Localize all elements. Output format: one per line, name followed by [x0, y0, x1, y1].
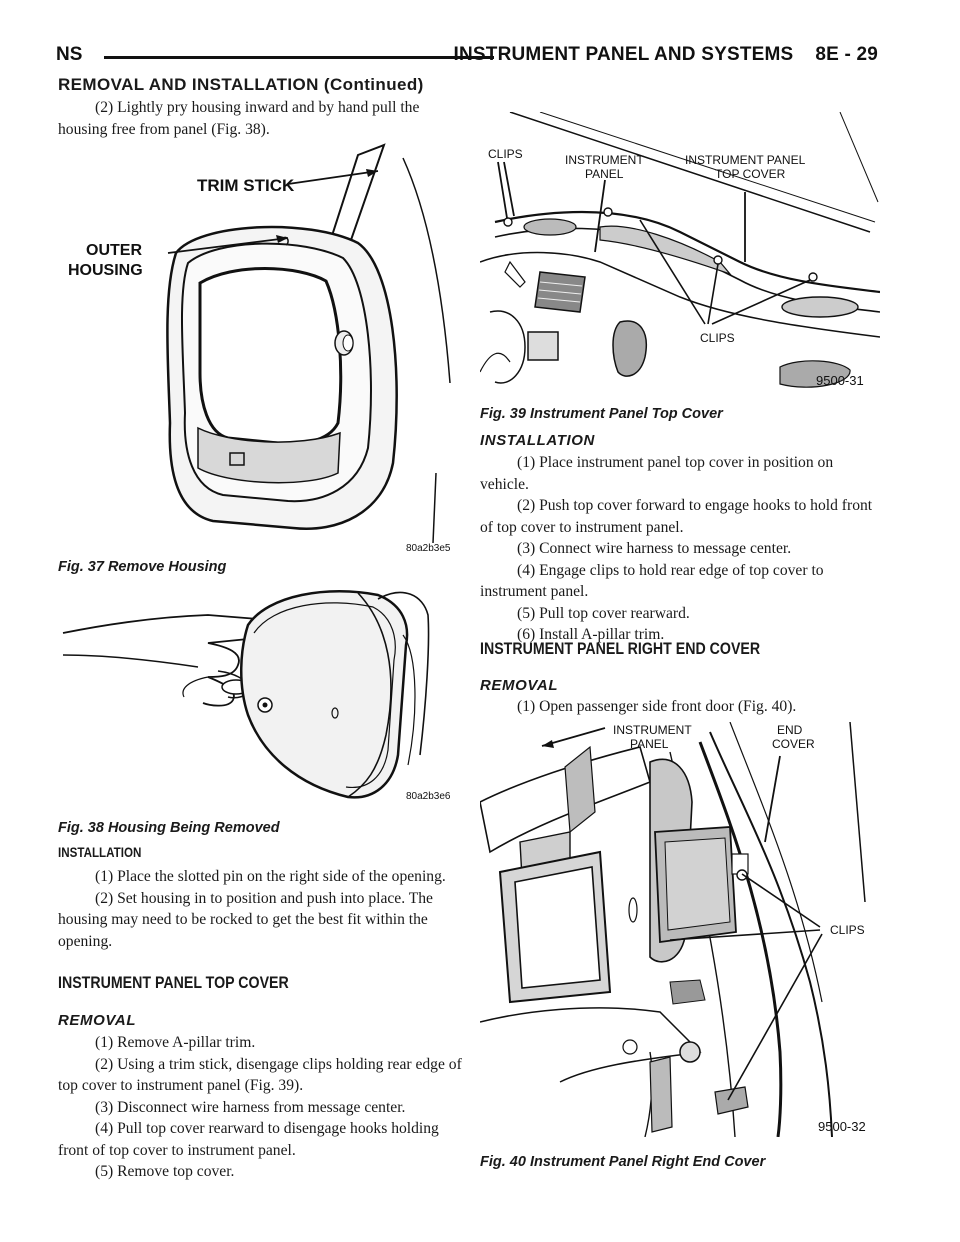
figure-code: 80a2b3e6: [406, 791, 451, 802]
installation-step-2: (2) Set housing in to position and push into place. The housing may need to be rocked to get the best fit within the opening.: [58, 889, 433, 950]
header-page-number: 8E - 29: [815, 44, 878, 65]
label-instrument: INSTRUMENT: [565, 153, 644, 167]
left-removal-steps: [58, 1032, 463, 1183]
figure-38: [58, 585, 463, 817]
installation-heading-right: INSTALLATION: [480, 432, 595, 449]
removal-step-1: (1) Open passenger side front door (Fig. 40).: [517, 698, 797, 715]
figure-38-caption: Fig. 38 Housing Being Removed: [58, 820, 280, 836]
label-instrument-panel: INSTRUMENT PANEL: [685, 153, 806, 167]
removal-heading-left: REMOVAL: [58, 1012, 137, 1029]
figure-code: 9500-31: [816, 373, 864, 388]
installation-step-5: (5) Pull top cover rearward.: [517, 604, 690, 622]
figure-code: 9500-32: [818, 1119, 866, 1134]
figure-37-caption: Fig. 37 Remove Housing: [58, 559, 227, 575]
figure-37: [58, 143, 463, 558]
header-chapter: INSTRUMENT PANEL AND SYSTEMS: [453, 44, 794, 65]
end-cover-heading: INSTRUMENT PANEL RIGHT END COVER: [480, 640, 761, 658]
label-panel: PANEL: [630, 737, 669, 751]
left-intro: [58, 97, 463, 140]
figure-40: [480, 722, 880, 1137]
label-cover: COVER: [772, 737, 815, 751]
removal-step-5: (5) Remove top cover.: [95, 1163, 235, 1180]
label-panel: PANEL: [585, 167, 624, 181]
label-instrument: INSTRUMENT: [613, 723, 692, 737]
label-clips: CLIPS: [488, 147, 523, 161]
label-clips-lower: CLIPS: [700, 331, 735, 345]
removal-step-3: (3) Disconnect wire harness from message center.: [95, 1098, 406, 1116]
right-installation-steps: [480, 452, 880, 646]
removal-heading-right: REMOVAL: [480, 677, 559, 694]
installation-step-6: (6) Install A-pillar trim.: [517, 626, 665, 643]
installation-step-1: (1) Place the slotted pin on the right side of the opening.: [95, 868, 446, 885]
top-cover-heading: INSTRUMENT PANEL TOP COVER: [58, 974, 289, 992]
figure-code: 80a2b3e5: [406, 543, 451, 554]
removal-step-2: (2) Using a trim stick, disengage clips holding rear edge of top cover to instrument panel (Fig. 39).: [58, 1055, 462, 1094]
label-clips: CLIPS: [830, 923, 865, 937]
left-installation-steps: [58, 866, 463, 952]
label-trim-stick: TRIM STICK: [197, 176, 295, 195]
installation-step-2: (2) Push top cover forward to engage hooks to hold front of top cover to instrument panel.: [480, 497, 873, 536]
section-title: REMOVAL AND INSTALLATION (Continued): [58, 75, 424, 94]
intro-step: (2) Lightly pry housing inward and by hand pull the housing free from panel (Fig. 38).: [58, 99, 420, 138]
installation-step-1: (1) Place instrument panel top cover in position on vehicle.: [480, 454, 834, 493]
header-title: [454, 44, 878, 66]
header-rule: [104, 56, 494, 59]
figure-39: [480, 112, 880, 404]
right-removal-steps: [480, 696, 880, 718]
header-section-code: NS: [56, 44, 83, 65]
label-outer: OUTER: [86, 242, 142, 259]
installation-step-3: (3) Connect wire harness to message center.: [517, 540, 792, 557]
figure-39-caption: Fig. 39 Instrument Panel Top Cover: [480, 406, 723, 422]
installation-heading-left: INSTALLATION: [58, 845, 142, 860]
label-top-cover: TOP COVER: [715, 167, 786, 181]
figure-40-caption: Fig. 40 Instrument Panel Right End Cover: [480, 1154, 766, 1170]
label-housing: HOUSING: [68, 262, 143, 279]
label-end: END: [777, 723, 803, 737]
removal-step-1: (1) Remove A-pillar trim.: [95, 1034, 256, 1051]
removal-step-4: (4) Pull top cover rearward to disengage hooks holding front of top cover to instrument panel.: [58, 1120, 439, 1159]
installation-step-4: (4) Engage clips to hold rear edge of top cover to instrument panel.: [480, 561, 824, 600]
